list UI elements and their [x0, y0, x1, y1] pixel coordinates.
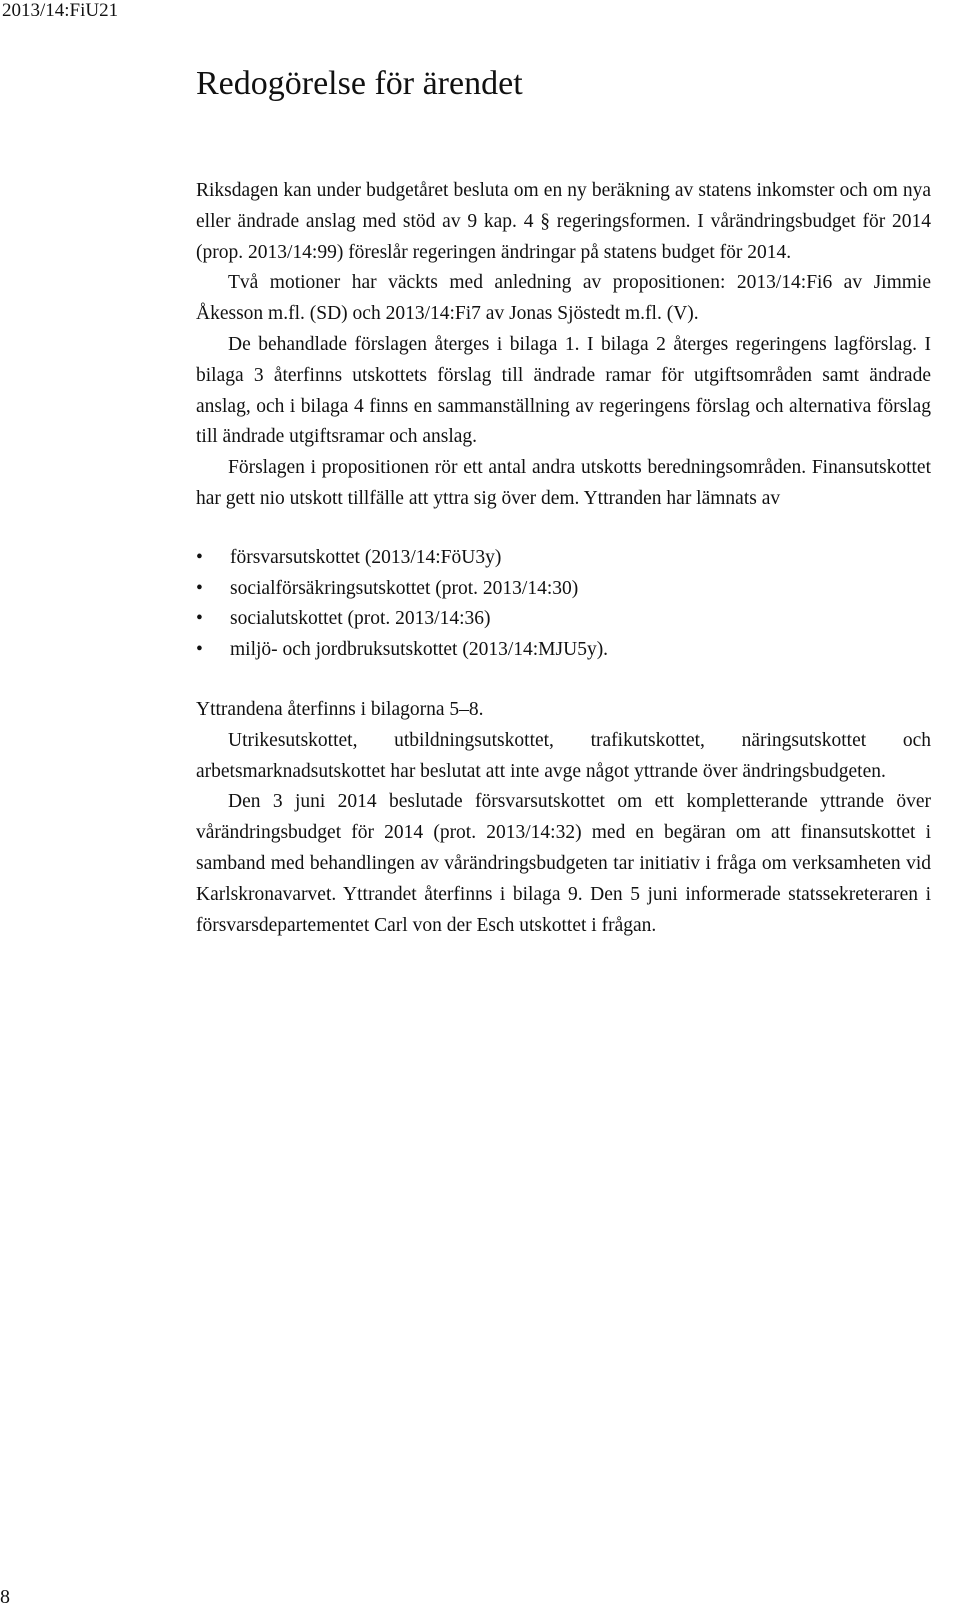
document-body	[196, 176, 931, 941]
page-title: Redogörelse för ärendet	[196, 65, 523, 102]
bullet-icon: •	[196, 608, 203, 630]
list-item	[196, 574, 931, 605]
bullet-icon: •	[196, 639, 203, 661]
document-reference: 2013/14:FiU21	[2, 0, 119, 21]
list-item-text: socialutskottet (prot. 2013/14:36)	[230, 608, 491, 630]
paragraph-opinions-location: Yttrandena återfinns i bilagorna 5–8.	[196, 698, 484, 720]
list-item-text: socialförsäkringsutskottet (prot. 2013/14:30)	[230, 577, 579, 599]
paragraph-intro: Riksdagen kan under budgetåret besluta om en ny beräkning av statens inkomster och om nya eller ändrade anslag med stöd av 9 kap. 4 § regeringsformen. I vårändringsbudget för 2014 (prop. 2013/14:99) föreslår regeringen ändringar på statens budget för 2014.	[196, 180, 931, 263]
paragraph-supplementary-opinion: Den 3 juni 2014 beslutade försvarsutskottet om ett kompletterande yttrande över vårändringsbudget för 2014 (prot. 2013/14:32) med en begäran om att finansutskottet i samband med behandlingen av vårändringsbudgeten tar initiativ i fråga om verksamheten vid Karlskronavarvet. Yttrandet återfinns i bilaga 9. Den 5 juni informerade statssekreteraren i försvarsdepartementet Carl von der Esch utskottet i frågan.	[196, 791, 931, 936]
paragraph-other-committees: Förslagen i propositionen rör ett antal andra utskotts beredningsområden. Finansutskottet har gett nio utskott tillfälle att yttra sig över dem. Yttranden har lämnats av	[196, 457, 931, 509]
bullet-icon: •	[196, 546, 203, 568]
page-number: 8	[0, 1586, 10, 1608]
list-item-text: miljö- och jordbruksutskottet (2013/14:MJU5y).	[230, 639, 609, 661]
paragraph-motions: Två motioner har väckts med anledning av propositionen: 2013/14:Fi6 av Jimmie Åkesson m.fl. (SD) och 2013/14:Fi7 av Jonas Sjöstedt m.fl. (V).	[196, 272, 931, 325]
opinions-list	[196, 543, 931, 666]
list-item	[196, 635, 931, 666]
bullet-icon: •	[196, 577, 203, 599]
list-item	[196, 604, 931, 635]
paragraph-declined-committees: Utrikesutskottet, utbildningsutskottet, trafikutskottet, näringsutskottet och arbetsmarknadsutskottet har beslutat att inte avge något yttrande över ändringsbudgeten.	[196, 729, 931, 782]
list-item-text: försvarsutskottet (2013/14:FöU3y)	[230, 546, 502, 568]
paragraph-attachments: De behandlade förslagen återges i bilaga 1. I bilaga 2 återges regeringens lagförslag. I bilaga 3 återfinns utskottets förslag till ändrade ramar för utgiftsområden samt ändrade anslag, och i bilaga 4 finns en sammanställning av regeringens förslag och alternativa förslag till ändrade utgiftsramar och anslag.	[196, 333, 931, 448]
list-item	[196, 543, 931, 574]
